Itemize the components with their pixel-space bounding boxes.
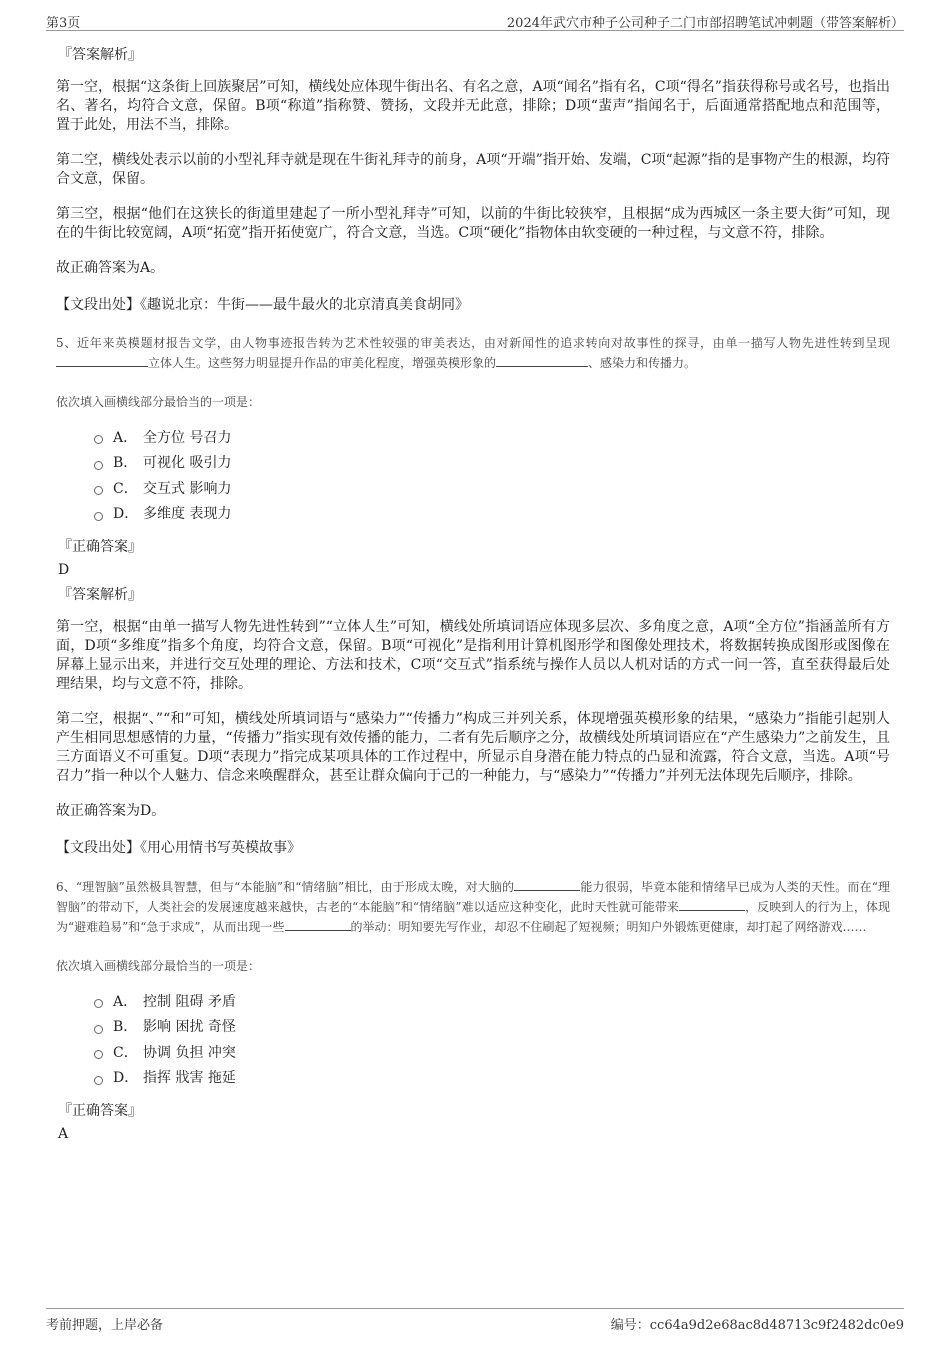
radio-icon[interactable] <box>94 461 103 470</box>
q4-analysis-p3: 第三空，根据“他们在这狭长的街道里建起了一所小型礼拜寺”可知，以前的牛街比较狭窄，且根据“成为西城区一条主要大街”可知，现在的牛街比较宽阔，A项“拓宽”指开拓使宽广，符合文意，当选。C项“硬化”指物体由软变硬的一种过程，与文意不符，排除。 <box>56 206 890 241</box>
q6-stem-part: ，反映到人的行为上，体现为“避难趋易”和“急于求成”，从而出现一些 <box>56 900 890 934</box>
option-letter: B． <box>113 1019 138 1036</box>
q6-answer: A <box>58 1126 69 1142</box>
q4-analysis-p2: 第二空，横线处表示以前的小型礼拜寺就是现在牛街礼拜寺的前身，A项“开端”指开始、发端，C项“起源”指的是事物产生的根源，均符合文意，保留。 <box>56 152 890 187</box>
footer-slogan: 考前押题，上岸必备 <box>46 1318 164 1333</box>
q6-instruction: 依次填入画横线部分最恰当的一项是： <box>56 959 261 973</box>
option-text: 可视化 吸引力 <box>143 455 232 472</box>
option-text: 控制 阻碍 矛盾 <box>143 993 236 1010</box>
radio-icon[interactable] <box>94 1025 103 1034</box>
fill-blank <box>679 897 745 911</box>
q5-options <box>94 424 890 526</box>
option-letter: D． <box>113 506 139 523</box>
page-header <box>46 8 904 31</box>
radio-icon[interactable] <box>94 435 103 444</box>
option-letter: A． <box>113 429 138 446</box>
q4-analysis-p1: 第一空，根据“这条街上回族聚居”可知，横线处应体现牛街出名、有名之意，A项“闻名”指有名，C项“得名”指获得称号或名号，也指出名、著名，均符合文意，保留。B项“称道”指称赞、赞扬，文段并无此意，排除；D项“蜚声”指闻名于，后面通常搭配地点和范围等，置于此处，用法不当，排除。 <box>56 79 890 133</box>
q5-answer-label: 『正确答案』 <box>58 539 142 555</box>
q5-answer: D <box>58 562 70 578</box>
q6-stem <box>56 877 890 937</box>
q5-analysis-p1: 第一空，根据“由单一描写人物先进性转到”“立体人生”可知，横线处所填词语应体现多层次、多角度之意，A项“全方位”指涵盖所有方面，D项“多维度”指多个角度，均符合文意，保留。B项“可视化”是指利用计算机图形学和图像处理技术，将数据转换成图形或图像在屏幕上显示出来，并进行交互处理的理论、方法和技术，C项“交互式”指系统与操作人员以人机对话的方式一问一答，直至获得最后处理结果，均与文意不符，排除。 <box>56 619 890 692</box>
document-title: 2024年武穴市种子公司种子二门市部招聘笔试冲刺题（带答案解析） <box>506 16 904 31</box>
page-number: 第3页 <box>46 16 81 31</box>
option-text: 协调 负担 冲突 <box>143 1044 236 1061</box>
option-letter: A． <box>113 993 138 1010</box>
fill-blank <box>285 917 351 931</box>
q5-option-a[interactable] <box>94 424 890 450</box>
q5-stem <box>56 334 890 373</box>
q6-option-b[interactable] <box>94 1014 890 1040</box>
option-letter: B． <box>113 455 138 472</box>
option-letter: C． <box>113 1044 138 1061</box>
option-text: 交互式 影响力 <box>143 480 232 497</box>
q5-option-c[interactable] <box>94 475 890 501</box>
document-code: 编号：cc64a9d2e68ac8d48713c9f2482dc0e9 <box>610 1318 904 1333</box>
radio-icon[interactable] <box>94 999 103 1008</box>
q5-option-b[interactable] <box>94 450 890 476</box>
fill-blank <box>496 353 588 367</box>
option-text: 多维度 表现力 <box>143 506 232 523</box>
q6-answer-label: 『正确答案』 <box>58 1103 142 1119</box>
radio-icon[interactable] <box>94 512 103 521</box>
q5-source: 【文段出处】《用心用情书写英模故事》 <box>56 840 301 856</box>
q5-option-d[interactable] <box>94 501 890 527</box>
q5-analysis-p2: 第二空，根据“、”“和”可知，横线处所填词语与“感染力”“传播力”构成三并列关系，体现增强英模形象的结果，“感染力”指能引起别人产生相同思想感情的力量，“传播力”指实现有效传播的能力，二者有先后顺序之分，故横线处所填词语应在“产生感染力”之前发生，且三方面语义不可重复。D项“表现力”指完成某项具体的工作过程中，所显示自身潜在能力特点的凸显和流露，符合文意，当选。A项“号召力”指一种以个人魅力、信念来唤醒群众，甚至让群众偏向于己的一种能力，与“感染力”“传播力”并列无法体现先后顺序，排除。 <box>56 711 890 784</box>
q6-option-d[interactable] <box>94 1065 890 1091</box>
page-footer <box>46 1308 904 1333</box>
q6-options <box>94 988 890 1090</box>
radio-icon[interactable] <box>94 486 103 495</box>
q5-analysis-label: 『答案解析』 <box>58 587 142 603</box>
option-text: 指挥 戕害 拖延 <box>143 1070 236 1087</box>
q4-conclusion: 故正确答案为A。 <box>56 260 165 276</box>
q5-stem-part: 5、近年来英模题材报告文学，由人物事迹报告转为艺术性较强的审美表达，由对新闻性的追求转向对故事性的探寻，由单一描写人物先进性转到呈现 <box>56 336 890 350</box>
radio-icon[interactable] <box>94 1076 103 1085</box>
q6-option-a[interactable] <box>94 988 890 1014</box>
option-text: 全方位 号召力 <box>143 429 232 446</box>
q6-stem-part: 的举动：明知要先写作业，却忍不住刷起了短视频；明知户外锻炼更健康，却打起了网络游戏…… <box>350 920 867 934</box>
fill-blank <box>514 877 580 891</box>
page-content <box>56 44 890 1148</box>
q6-stem-part: 能力很弱，毕竟本能和情绪早已成为人类的天性。而在“理智脑”的带动下，人类社会的发展速度越来越快，古老的“本能脑”和“情绪脑”难以适应这种变化，此时天性就可能带来 <box>56 880 890 914</box>
option-text: 影响 困扰 奇怪 <box>143 1019 236 1036</box>
q6-stem-part: 6、“理智脑”虽然极具智慧，但与“本能脑”和“情绪脑”相比，由于形成太晚，对大脑的 <box>56 880 515 894</box>
q4-source: 【文段出处】《趣说北京：牛街——最牛最火的北京清真美食胡同》 <box>56 297 469 313</box>
q5-stem-part: 、感染力和传播力。 <box>588 356 697 370</box>
radio-icon[interactable] <box>94 1050 103 1059</box>
q5-conclusion: 故正确答案为D。 <box>56 803 166 819</box>
option-letter: D． <box>113 1070 139 1087</box>
fill-blank <box>56 353 148 367</box>
q4-analysis-label: 『答案解析』 <box>58 47 142 63</box>
q5-instruction: 依次填入画横线部分最恰当的一项是： <box>56 395 261 409</box>
q6-option-c[interactable] <box>94 1039 890 1065</box>
option-letter: C． <box>113 480 138 497</box>
q5-stem-part: 立体人生。这些努力明显提升作品的审美化程度，增强英模形象的 <box>148 356 497 370</box>
